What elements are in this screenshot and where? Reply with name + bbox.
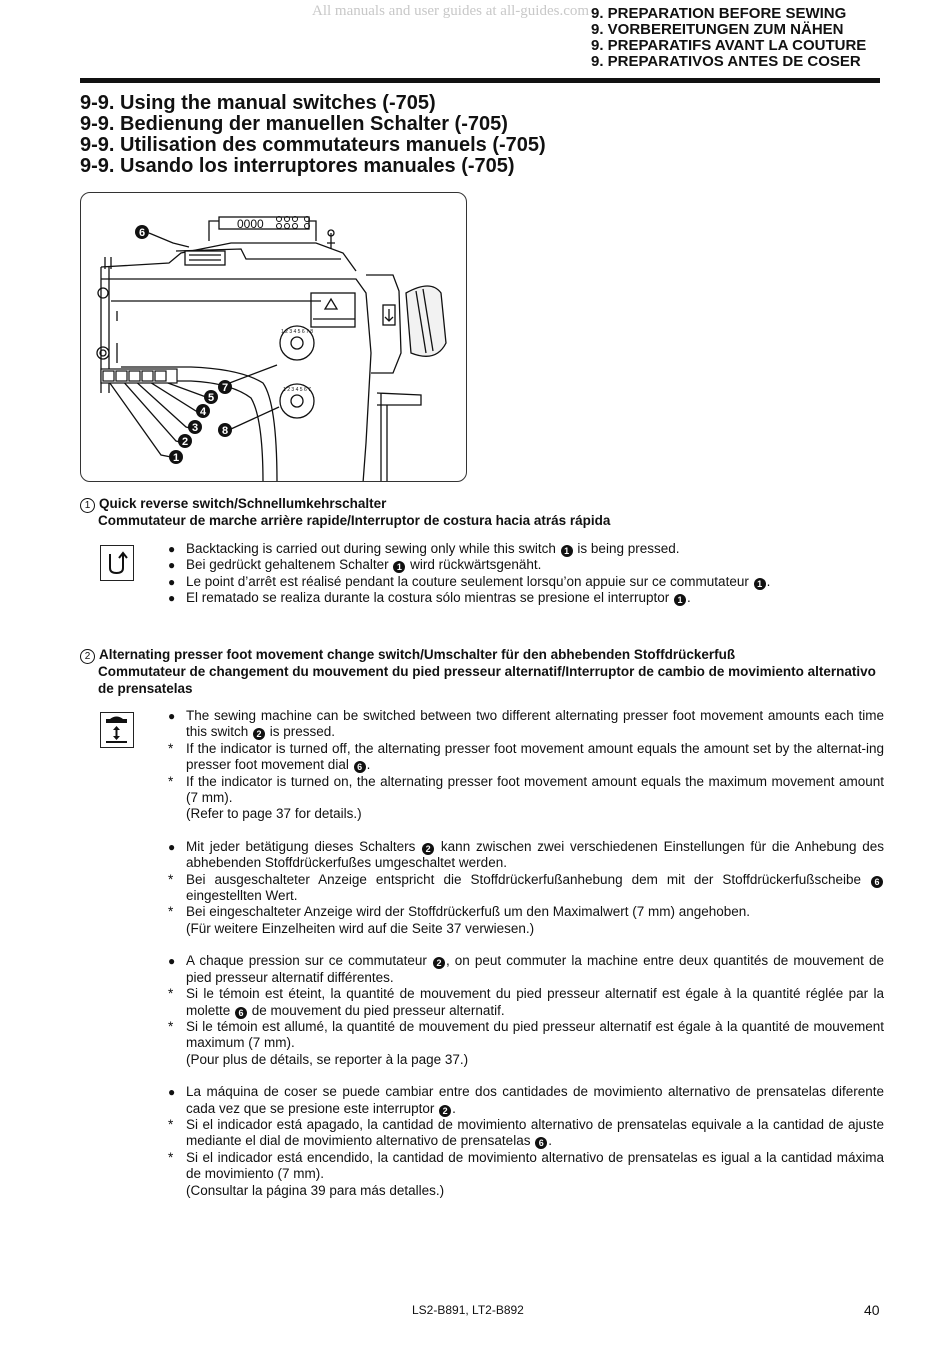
- section-title-en: 9-9. Using the manual switches (-705): [80, 92, 436, 114]
- ref-circle: 6: [354, 761, 366, 773]
- callout-7: [218, 380, 232, 394]
- dial-upper-digits: 1 2 3 4 5 6 7 8: [281, 329, 313, 335]
- item2-en-note2: * If the indicator is turned on, the alternating presser foot movement amount equals the maximum movement amount (7 mm).: [168, 773, 884, 806]
- ref-circle: 6: [535, 1137, 547, 1149]
- ref-circle: 1: [393, 561, 405, 573]
- svg-text:6: 6: [138, 227, 146, 239]
- item2-number: 2: [80, 649, 95, 664]
- svg-text:8: 8: [221, 425, 229, 437]
- chapter-heading-de: 9. VORBEREITUNGEN ZUM NÄHEN: [591, 21, 844, 38]
- item2-text: [168, 708, 884, 1199]
- item1-bullet-de: ● Bei gedrückt gehaltenem Schalter 1 wird rückwärtsgenäht.: [168, 557, 542, 573]
- item2-es-note2: * Si el indicador está encendido, la cantidad de movimiento alternativo de prensatelas es igual a la cantidad máxima de movimiento (7 mm).: [168, 1149, 884, 1182]
- callout-8: [218, 423, 232, 437]
- ref-circle: 6: [235, 1007, 247, 1019]
- callout-5: [204, 390, 218, 404]
- callout-3: [188, 420, 202, 434]
- section-title: [80, 93, 546, 177]
- item2-fr-note2: * Si le témoin est allumé, la quantité de mouvement du pied presseur alternatif est égale à la quantité de mouvement maximum (7 mm).: [168, 1018, 884, 1051]
- chapter-heading-es: 9. PREPARATIVOS ANTES DE COSER: [591, 53, 861, 70]
- svg-text:3: 3: [191, 422, 199, 434]
- chapter-heading-fr: 9. PREPARATIFS AVANT LA COUTURE: [591, 37, 867, 54]
- item2-es-note1: * Si el indicador está apagado, la cantidad de movimiento alternativo de prensatelas equivale a la cantidad de ajuste mediante el dial de movimiento alternativo de prensatelas 6 .: [168, 1116, 884, 1149]
- item2-en-bullet: ● The sewing machine can be switched between two different alternating presser foot movement amounts each time this switch 2 is pressed.: [168, 708, 884, 740]
- item2-en-note1: * If the indicator is turned off, the alternating presser foot movement amount equals the amount set by the alternat-ing presser foot movement dial 6 .: [168, 740, 884, 773]
- item1-bullet-en: ● Backtacking is carried out during sewing only while this switch 1 is being pressed.: [168, 541, 680, 556]
- header-rule: [80, 78, 880, 83]
- watermark: All manuals and user guides at all-guides.com: [312, 3, 590, 19]
- item1-bullet-es: ● El rematado se realiza durante la costura sólo mientras se presione el interruptor 1 .: [168, 590, 691, 606]
- page-number: 40: [864, 1302, 880, 1318]
- callout-6: [135, 225, 149, 239]
- svg-text:7: 7: [221, 382, 229, 394]
- svg-text:4: 4: [199, 406, 207, 418]
- dial-lower-digits: 1 2 3 4 5 6 7: [283, 387, 311, 393]
- item1-bullets: [168, 541, 884, 607]
- chapter-heading: [591, 6, 891, 70]
- item1-bullet-fr: ● Le point d’arrêt est réalisé pendant la couture seulement lorsqu’on appuie sur ce commutateur 1 .: [168, 573, 771, 589]
- item2-de-refer: (Für weitere Einzelheiten wird auf die Seite 37 verwiesen.): [186, 920, 535, 936]
- item1-number: 1: [80, 498, 95, 513]
- item2-fr-bullet: ● A chaque pression sur ce commutateur 2 , on peut commuter la machine entre deux quantités de mouvement de pied presseur alternatif différentes.: [168, 953, 885, 985]
- callout-4: [196, 404, 210, 418]
- ref-circle: 2: [253, 728, 265, 740]
- item2-fr-refer: (Pour plus de détails, se reporter à la page 37.): [186, 1051, 469, 1067]
- ref-circle: 2: [439, 1105, 451, 1117]
- ref-circle: 2: [433, 957, 445, 969]
- svg-text:5: 5: [207, 392, 215, 404]
- section-title-fr: 9-9. Utilisation des commutateurs manuels (-705): [80, 134, 546, 156]
- item2-en-refer: (Refer to page 37 for details.): [186, 806, 362, 822]
- chapter-heading-en: 9. PREPARATION BEFORE SEWING: [591, 5, 847, 22]
- section-title-de: 9-9. Bedienung der manuellen Schalter (-705): [80, 113, 508, 135]
- footer-model: LS2-B891, LT2-B892: [412, 1303, 524, 1317]
- item2-title-line2: Commutateur de changement du mouvement du pied presseur alternatif/Interruptor de cambio de movimiento alternativo de prensatelas: [98, 664, 876, 696]
- item2-de-note2: * Bei eingeschalteter Anzeige wird der Stoffdrückerfuß um den Maximalwert (7 mm) angehoben.: [168, 904, 751, 920]
- item1-heading: [80, 496, 890, 530]
- ref-circle: 6: [871, 876, 883, 888]
- presser-foot-switch-icon: [100, 712, 134, 748]
- machine-illustration: [80, 192, 467, 482]
- item1-title-line2: Commutateur de marche arrière rapide/Interruptor de costura hacia atrás rápida: [98, 513, 611, 528]
- item2-es-bullet: ● La máquina de coser se puede cambiar entre dos cantidades de movimiento alternativo de prensatelas diferente cada vez que se presione este interruptor 2 .: [168, 1084, 884, 1116]
- item2-de-bullet: ● Mit jeder betätigung dieses Schalters 2 kann zwischen zwei verschiedenen Einstellungen für die Anhebung des abhebenden Stoffdrückerfußes umgeschaltet werden.: [168, 838, 885, 871]
- section-title-es: 9-9. Usando los interruptores manuales (-705): [80, 155, 515, 177]
- ref-circle: 2: [422, 843, 434, 855]
- item1-title-line1: Quick reverse switch/Schnellumkehrschalter: [99, 496, 387, 511]
- svg-text:1: 1: [172, 452, 180, 464]
- ref-circle: 1: [674, 594, 686, 606]
- callout-2: [178, 434, 192, 448]
- ref-circle: 1: [561, 545, 573, 557]
- item2-title-line1: Alternating presser foot movement change switch/Umschalter für den abhebenden Stoffdrückerfuß: [99, 647, 736, 662]
- machine-drawing: [81, 193, 467, 482]
- item2-heading: [80, 647, 890, 697]
- panel-display-text: 0000: [237, 217, 264, 231]
- item2-es-refer: (Consultar la página 39 para más detalles.): [186, 1182, 445, 1198]
- ref-circle: 1: [754, 578, 766, 590]
- quick-reverse-icon: [100, 545, 134, 581]
- item2-de-note1: * Bei ausgeschalteter Anzeige entspricht die Stoffdrückerfußanhebung dem mit der Stoffdrückerfußscheibe 6 eingestellten Wert.: [168, 872, 884, 905]
- item2-fr-note1: * Si le témoin est éteint, la quantité de mouvement du pied presseur alternatif est égale à la quantité réglée par la molette 6 de mouvement du pied presseur alternatif.: [168, 986, 884, 1018]
- callout-1: [169, 450, 183, 464]
- svg-text:2: 2: [181, 436, 189, 448]
